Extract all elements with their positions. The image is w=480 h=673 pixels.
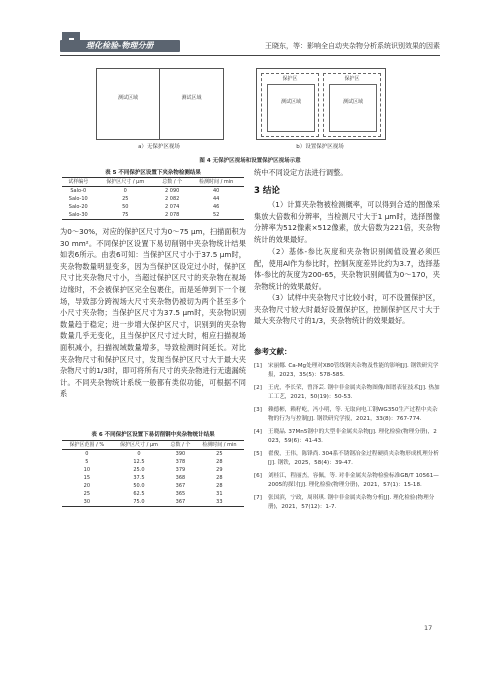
list-item: [7] 张国滨，宁政，周琪琪. 钢中非金属夹杂物分析[J]. 理化检验(物理分册)，2021，57(12)：1-7. <box>254 495 435 510</box>
table-5 <box>62 177 244 220</box>
list-item: [4] 王晓晶. 37Mn5钢中的大型非金属夹杂物[J]. 理化检验(物理分册)，2023，59(6)：41-43. <box>254 429 437 444</box>
table-5-header: 保护区尺寸 / μm <box>106 179 145 185</box>
table-5-caption: 表 5 不同保护区设置下夹杂物检测结果 <box>105 170 201 176</box>
table-row: 30 75.0 367 33 <box>62 498 244 507</box>
figure-4b-field <box>256 68 386 140</box>
figure-4a-test-region-2: 测试区域 <box>181 95 202 101</box>
figure-4-caption: 图 4 无保护区视场和设置保护区视场示意 <box>199 158 301 164</box>
journal-name: 理化检验-物理分册 <box>86 41 154 50</box>
table-5-header: 试样编号 <box>68 179 89 185</box>
running-title: 王晓东，等：影响全自动夹杂物分析系统识别效果的因素 <box>265 42 440 50</box>
list-item: [3] 赖德彬，赖籽屹，冯小明，等. 无取向电工钢WG350生产过程中夹杂物的行为与控制[J]. 钢铁研究学报，2021，33(8)：767-774. <box>254 407 438 422</box>
table-row: 20 50.0 367 28 <box>83 483 223 489</box>
header-divider <box>60 55 440 56</box>
table-5-header: 检测时间 / min <box>199 179 234 185</box>
table-row: Salo-30 75 2 078 52 <box>62 211 244 220</box>
section-3-heading: 3 结论 <box>254 186 280 196</box>
figure-4a-test-region: 测试区域 <box>97 69 160 139</box>
table-row: Salo-0 0 2 090 40 <box>70 188 220 194</box>
figure-4b-left-protect: 保护区 测试区域 <box>261 73 319 137</box>
figure-4a-label: a）无保护区视场 <box>138 144 180 150</box>
conclusion-2: （2）基体-参比灰度和夹杂物识别阈值设置必须匹配，使用Al作为参比时，控制灰度差异比约为3.7，选择基体-参比的灰度为200-65，夹杂物识别阈值为0～170，夹杂物统计的效果最好。 <box>254 247 440 291</box>
table-6-header: 总数 / 个 <box>170 442 191 448</box>
table-6 <box>62 440 244 507</box>
table-6-header: 检测时间 / min <box>202 442 237 448</box>
conclusion-3: （3）试样中夹杂物尺寸比较小时，可不设置保护区，夹杂物尺寸较大时最好设置保护区，控制保护区尺寸大于最大夹杂物尺寸的1/3，夹杂物统计的效果最好。 <box>254 293 440 326</box>
list-item: [6] 刘桂江，程丽杰，容佩，等. 对非金属夹杂物检验标准GB/T 10561—2005的探讨[J]. 理化检验(物理分册)，2021，57(1)：15-18. <box>254 473 439 488</box>
conclusion-1: （1）计算夹杂物被检测概率，可以得到合适的图像采集放大倍数和分辨率，当检测尺寸大于1 μm时，选择图像分辨率为512像素×512像素，放大倍数为221倍，夹杂物统计的效果最好。 <box>254 200 440 244</box>
list-item: [2] 王虎，李长荣，曾泽芸. 钢中非金属夹杂物图像/图谱表征技术[J]. 热加工工艺，2021，50(19)：50-53. <box>254 385 440 400</box>
figure-4b-right-protect: 保护区 测试区域 <box>323 73 381 137</box>
page-number: 17 <box>424 624 433 632</box>
table-row: 0 0 390 25 <box>85 451 223 457</box>
list-item: [1] 宋丽娜. Ca-Mg处理对X80管线钢夹杂物及性能的影响[J]. 钢铁研究学报，2023，35(5)：578-585. <box>254 363 439 378</box>
table-6-caption: 表 6 不同保护区设置下易切削钢中夹杂物统计结果 <box>91 432 215 438</box>
table-6-header: 保护区尺寸 / μm <box>119 442 158 448</box>
body-paragraph-left: 为0～30%，对应的保护区尺寸为0～75 μm，扫描面积为30 mm²。不同保护区设置下易切削钢中夹杂物统计结果如表6所示。由表6可知：当保护区尺寸小于37.5 μm时，夹杂物数量明显变多，因为当保护区设定过小时，保护区尺寸比夹杂物尺寸小，当超过保护区尺寸的夹杂物在视场边缘时，不会被保护区完全包裹住，而是延伸到下一个视场，导致部分跨视场大尺寸夹杂物仍被切为两个甚至多个小尺寸夹杂物；当保护区尺寸为37.5 μm时，夹杂物识别数量趋于稳定；进一步增大保护区尺寸，识别到的夹杂物数量几乎无变化，且当保护区尺寸过大时，相应扫描视场面积减小，扫描视域数量增多，导致检测时间延长。对比夹杂物尺寸和保护区尺寸，发现当保护区尺寸大于最大夹杂物尺寸的1/3时，即可将所有尺寸的夹杂物进行无遗漏统计。不同夹杂物统计系统一般都有类似功能，可根据不同系 <box>60 227 246 399</box>
references-heading: 参考文献： <box>254 347 292 356</box>
table-row: Salo-10 25 2 082 44 <box>68 196 220 202</box>
table-row: 15 37.5 368 28 <box>83 475 223 481</box>
table-row: 25 62.5 365 31 <box>83 491 223 497</box>
table-row: 5 12.5 378 28 <box>85 459 223 465</box>
table-5-header: 总数 / 个 <box>162 179 183 185</box>
table-6-header: 保护区范围 / % <box>69 442 105 448</box>
table-row: Salo-20 50 2 074 46 <box>68 204 220 210</box>
figure-4a-field <box>96 68 224 140</box>
figure-4b-label: b）设置保护区视场 <box>296 144 344 150</box>
table-row: 10 25.0 379 29 <box>83 467 223 473</box>
list-item: [5] 翟俊，王伟，陈锋尚. 304系不锈钢冶金过程硬质夹杂物形成机理分析[J]. 钢铁，2025，58(4)：39-47. <box>254 451 439 466</box>
references-list <box>254 362 440 512</box>
body-paragraph-right-intro: 统中不同设定方法进行调整。 <box>254 168 348 177</box>
